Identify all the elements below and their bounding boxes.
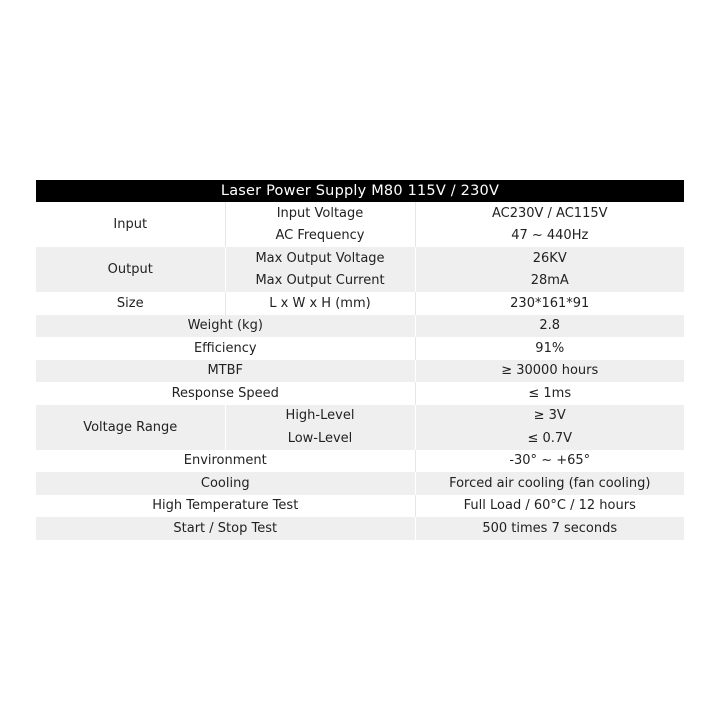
weight-label: Weight (kg) — [36, 315, 415, 338]
table-row — [36, 247, 684, 270]
table-row — [36, 517, 684, 540]
efficiency-label: Efficiency — [36, 337, 415, 360]
table-row — [36, 450, 684, 473]
response-speed-value: ≤ 1ms — [415, 382, 684, 405]
table-row — [36, 405, 684, 428]
high-temperature-test-label: High Temperature Test — [36, 495, 415, 518]
low-level-value: ≤ 0.7V — [415, 427, 684, 450]
max-output-current-label: Max Output Current — [225, 270, 415, 293]
table-row — [36, 360, 684, 383]
cooling-label: Cooling — [36, 472, 415, 495]
cooling-value: Forced air cooling (fan cooling) — [415, 472, 684, 495]
high-temperature-test-value: Full Load / 60°C / 12 hours — [415, 495, 684, 518]
start-stop-test-value: 500 times 7 seconds — [415, 517, 684, 540]
response-speed-label: Response Speed — [36, 382, 415, 405]
table-row — [36, 202, 684, 225]
table-row — [36, 472, 684, 495]
voltage-range-label: Voltage Range — [36, 405, 225, 450]
input-label: Input — [36, 202, 225, 247]
efficiency-value: 91% — [415, 337, 684, 360]
high-level-value: ≥ 3V — [415, 405, 684, 428]
ac-frequency-value: 47 ~ 440Hz — [415, 225, 684, 248]
spec-table — [36, 180, 684, 540]
max-output-voltage-value: 26KV — [415, 247, 684, 270]
output-label: Output — [36, 247, 225, 292]
table-row — [36, 337, 684, 360]
table-row — [36, 495, 684, 518]
mtbf-label: MTBF — [36, 360, 415, 383]
environment-label: Environment — [36, 450, 415, 473]
table-row — [36, 292, 684, 315]
mtbf-value: ≥ 30000 hours — [415, 360, 684, 383]
weight-value: 2.8 — [415, 315, 684, 338]
table-row — [36, 382, 684, 405]
size-dims-label: L x W x H (mm) — [225, 292, 415, 315]
low-level-label: Low-Level — [225, 427, 415, 450]
input-voltage-label: Input Voltage — [225, 202, 415, 225]
start-stop-test-label: Start / Stop Test — [36, 517, 415, 540]
ac-frequency-label: AC Frequency — [225, 225, 415, 248]
size-dims-value: 230*161*91 — [415, 292, 684, 315]
max-output-voltage-label: Max Output Voltage — [225, 247, 415, 270]
table-title: Laser Power Supply M80 115V / 230V — [36, 180, 684, 202]
input-voltage-value: AC230V / AC115V — [415, 202, 684, 225]
high-level-label: High-Level — [225, 405, 415, 428]
table-row — [36, 315, 684, 338]
environment-value: -30° ~ +65° — [415, 450, 684, 473]
max-output-current-value: 28mA — [415, 270, 684, 293]
size-label: Size — [36, 292, 225, 315]
